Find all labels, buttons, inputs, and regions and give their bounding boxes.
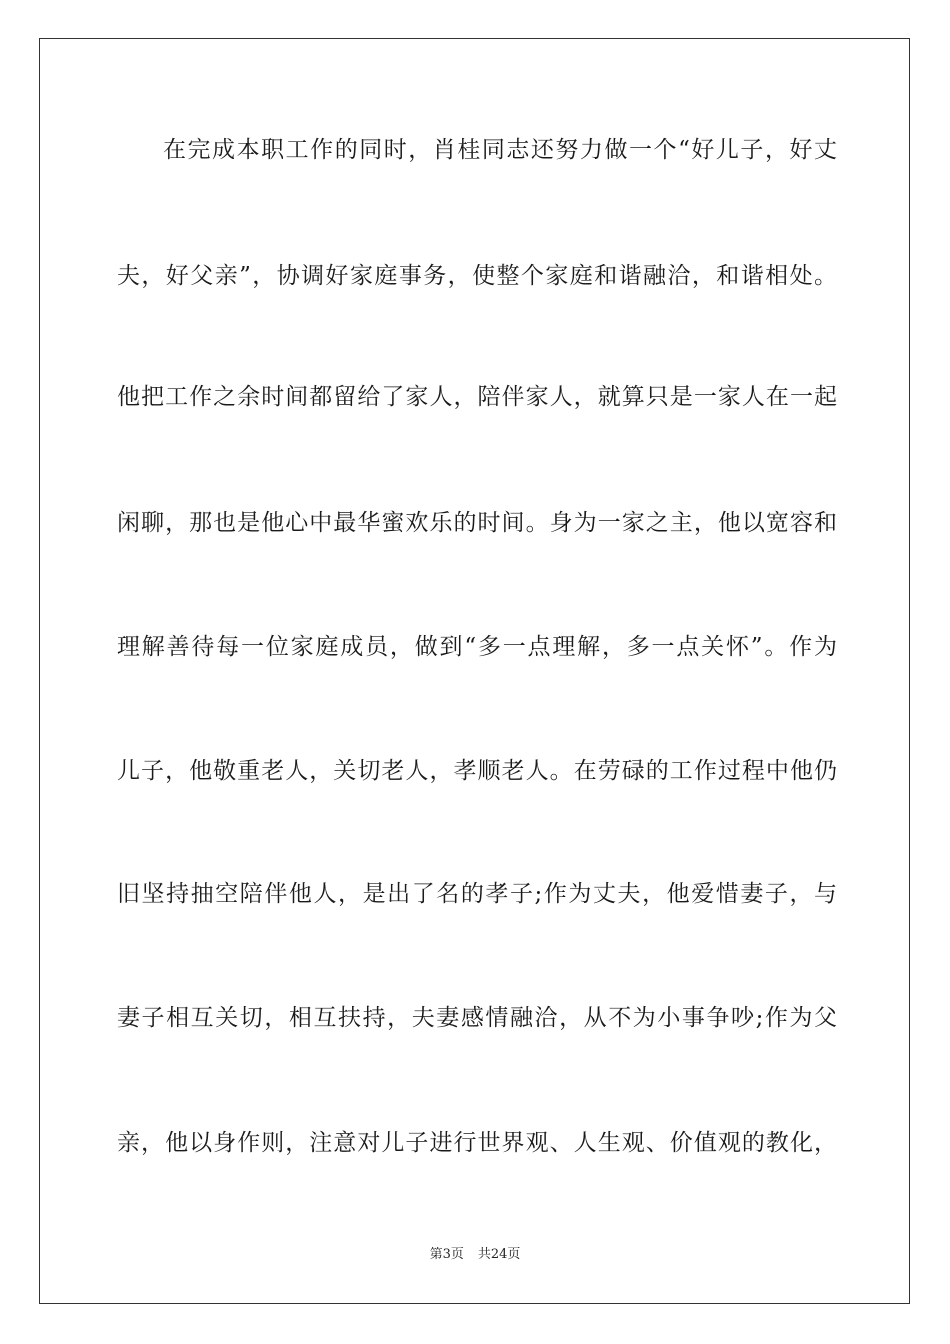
paragraph-line: 妻子相互关切，相互扶持，夫妻感情融洽，从不为小事争吵;作为父 bbox=[117, 1005, 837, 1031]
paragraph-line: 亲，他以身作则，注意对儿子进行世界观、人生观、价值观的教化， bbox=[117, 1130, 837, 1156]
page-border bbox=[39, 38, 910, 1304]
paragraph-line: 在完成本职工作的同时，肖桂同志还努力做一个“好儿子，好丈 bbox=[163, 137, 837, 163]
page-total: 共24页 bbox=[477, 1247, 521, 1262]
paragraph-line: 儿子，他敬重老人，关切老人，孝顺老人。在劳碌的工作过程中他仍 bbox=[117, 758, 837, 784]
paragraph-line: 理解善待每一位家庭成员，做到“多一点理解，多一点关怀”。作为 bbox=[117, 634, 837, 660]
paragraph-line: 闲聊，那也是他心中最华蜜欢乐的时间。身为一家之主，他以宽容和 bbox=[117, 510, 837, 536]
paragraph-line: 他把工作之余时间都留给了家人，陪伴家人，就算只是一家人在一起 bbox=[117, 384, 837, 410]
paragraph-line: 夫，好父亲”，协调好家庭事务，使整个家庭和谐融洽，和谐相处。 bbox=[117, 263, 837, 289]
paragraph-line: 旧坚持抽空陪伴他人，是出了名的孝子;作为丈夫，他爱惜妻子，与 bbox=[117, 881, 837, 907]
page-footer bbox=[0, 1245, 950, 1265]
page-number: 第3页 bbox=[429, 1247, 464, 1262]
